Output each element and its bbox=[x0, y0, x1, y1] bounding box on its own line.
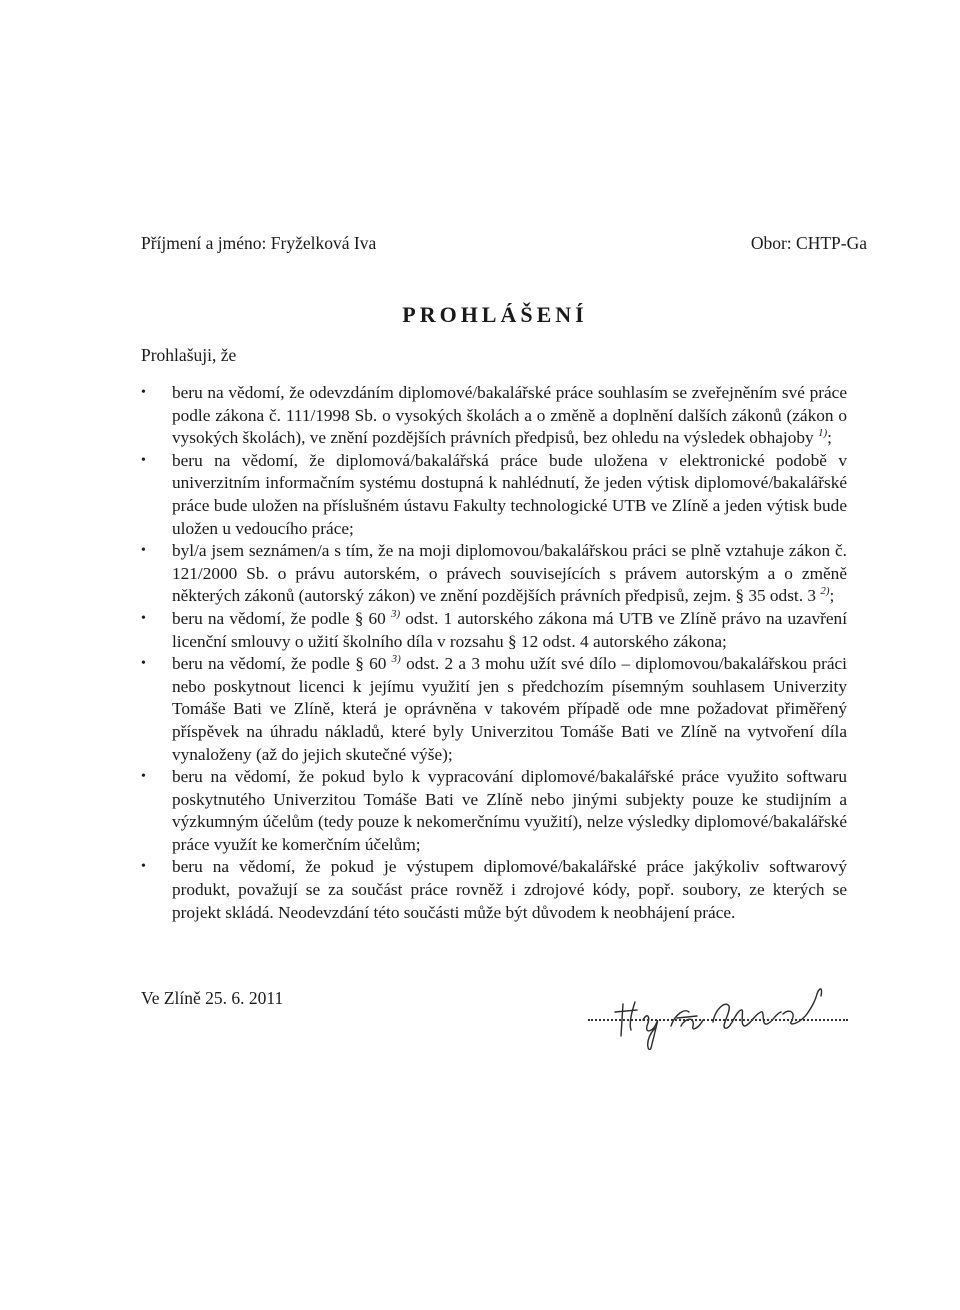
list-item bbox=[141, 450, 847, 540]
list-item bbox=[141, 766, 847, 856]
list-item bbox=[141, 540, 847, 608]
place-date: Ve Zlíně 25. 6. 2011 bbox=[141, 988, 284, 1008]
obor-field: Obor: CHTP-Ga bbox=[750, 233, 867, 253]
item-text-tail: ; bbox=[829, 586, 835, 606]
list-item bbox=[141, 608, 847, 653]
signature-line bbox=[588, 1019, 848, 1021]
item-text: beru na vědomí, že pokud je výstupem diplomové/bakalářské práce jakýkoliv softwarový produkt, považují se za součást práce rovněž i zdrojové kódy, popř. soubory, ze kterých se projekt skládá. Neodevzdání této součásti může být důvodem k neobhájení práce. bbox=[172, 857, 847, 922]
item-text-tail: odst. 1 autorského zákona má UTB ve Zlíně právo na uzavření licenční smlouvy o užití školního díla v rozsahu § 12 odst. 4 autorského zákona; bbox=[172, 608, 847, 651]
item-text: beru na vědomí, že podle § 60 bbox=[172, 654, 387, 674]
footnote-ref: 2) bbox=[820, 585, 830, 598]
name-field: Příjmení a jméno: Fryželková Iva bbox=[141, 233, 377, 253]
item-text: beru na vědomí, že podle § 60 bbox=[172, 608, 386, 628]
signature-mark bbox=[585, 972, 850, 1050]
list-item bbox=[141, 382, 847, 450]
item-text: beru na vědomí, že pokud bylo k vypracování diplomové/bakalářské práce využito softwaru poskytnutého Univerzitou Tomáše Bati ve Zlíně nebo jinými subjekty pouze ke studijním a výzkumným účelům (tedy pouze k nekomerčnímu využití), nelze výsledky diplomové/bakalářské práce využít ke komerčním účelům; bbox=[172, 767, 847, 854]
list-item bbox=[141, 856, 847, 924]
item-text: beru na vědomí, že diplomová/bakalářská práce bude uložena v elektronické podobě v univerzitním informačním systému dostupná k nahlédnutí, že jeden výtisk diplomové/bakalářské práce bude uložen na příslušném ústavu Fakulty technologické UTB ve Zlíně a jeden výtisk bude uložen u vedoucího práce; bbox=[172, 450, 847, 538]
footnote-ref: 3) bbox=[391, 653, 401, 666]
footnote-ref: 1) bbox=[817, 427, 828, 440]
item-text: beru na vědomí, že odevzdáním diplomové/bakalářské práce souhlasím se zveřejněním své práce podle zákona č. 111/1998 Sb. o vysokých školách a o změně a doplnění dalších zákonů (zákon o vysokých školách), ve znění pozdějších právních předpisů, bez ohledu na výsledek obhajoby bbox=[172, 383, 847, 448]
item-text-tail: ; bbox=[827, 428, 832, 448]
page-title: PROHLÁŠENÍ bbox=[402, 302, 588, 327]
declaration-list bbox=[141, 382, 847, 924]
intro-text: Prohlašuji, že bbox=[141, 345, 237, 365]
item-text: byl/a jsem seznámen/a s tím, že na moji diplomovou/bakalářskou práci se plně vztahuje zákon č. 121/2000 Sb. o právu autorském, o právech souvisejících s právem autorským a o změně některých zákonů (autorský zákon) ve znění pozdějších právních předpisů, zejm. § 35 odst. 3 bbox=[172, 541, 847, 606]
list-item bbox=[141, 653, 847, 766]
item-text-tail: odst. 2 a 3 mohu užít své dílo – diplomovou/bakalářskou práci nebo poskytnout licenci k jejímu využití jen s předchozím písemným souhlasem Univerzity Tomáše Bati ve Zlíně, která je oprávněna v takovém případě ode mne požadovat přiměřený příspěvek na úhradu nákladů, které byly Univerzitou Tomáše Bati ve Zlíně na vytvoření díla vynaloženy (až do jejich skutečné výše); bbox=[172, 654, 847, 764]
footnote-ref: 3) bbox=[390, 608, 401, 621]
